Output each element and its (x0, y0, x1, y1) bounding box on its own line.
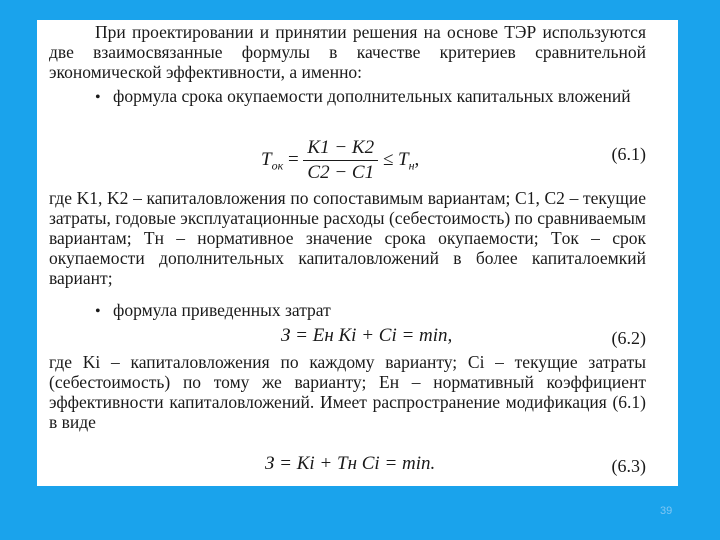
formula-6-2 (37, 324, 678, 352)
slide-number: 39 (660, 505, 673, 517)
formula-6-1-numerator: K1 − K2 (303, 138, 378, 161)
formula-6-3-body: З = Ki + Tн Ci = min. (265, 453, 436, 474)
formula-6-2-body: З = Eн Ki + Ci = min, (281, 325, 453, 346)
document-page (37, 20, 678, 486)
formula-6-1-body: $T_{ок}$ = $\frac{K1 - K2}{C2 - C1}$ ≤ $T_н$, (261, 137, 420, 183)
bullet-icon: • (95, 89, 101, 106)
bullet-item-reduced-costs (49, 300, 646, 322)
bullet-text-reduced-costs: формула приведенных затрат (113, 300, 331, 320)
formula-6-1-number: (6.1) (611, 144, 646, 164)
formula-6-3 (37, 452, 678, 480)
paragraph-definitions-2: где Ki – капиталовложения по каждому варианту; Ci – текущие затраты (себестоимость) по тому же варианту; Eн – нормативный коэффициент эффективности капиталовложений. Имеет распространение модификация (6.1) в виде (49, 352, 646, 432)
formula-6-1-lhs-sub: ок (271, 158, 284, 173)
formula-6-2-number: (6.2) (611, 328, 646, 348)
bullet-item-payback (49, 86, 646, 108)
bullet-text-payback: формула срока окупаемости дополнительных капитальных вложений (113, 86, 631, 106)
formula-6-1-denominator: C2 − C1 (307, 162, 375, 183)
paragraph-intro: При проектировании и принятии решения на основе ТЭР используются две взаимосвязанные формулы в качестве критериев сравнительной экономической эффективности, а именно: (49, 22, 646, 82)
formula-6-3-number: (6.3) (611, 456, 646, 476)
paragraph-definitions-1: где K1, K2 – капиталовложения по сопоставимым вариантам; C1, C2 – текущие затраты, годовые эксплуатационные расходы (себестоимость) по сравниваемым вариантам; Tн – нормативное значение срока окупаемости; Tок – срок окупаемости дополнительных капиталовложений в более капиталоемкий вариант; (49, 188, 646, 288)
formula-6-1-lhs: T (261, 148, 272, 170)
formula-6-1-rhs: ≤ T (382, 148, 409, 170)
formula-6-1-fraction (303, 138, 378, 183)
formula-6-1-rhs-sub: н (408, 158, 415, 173)
bullet-icon: • (95, 303, 101, 320)
